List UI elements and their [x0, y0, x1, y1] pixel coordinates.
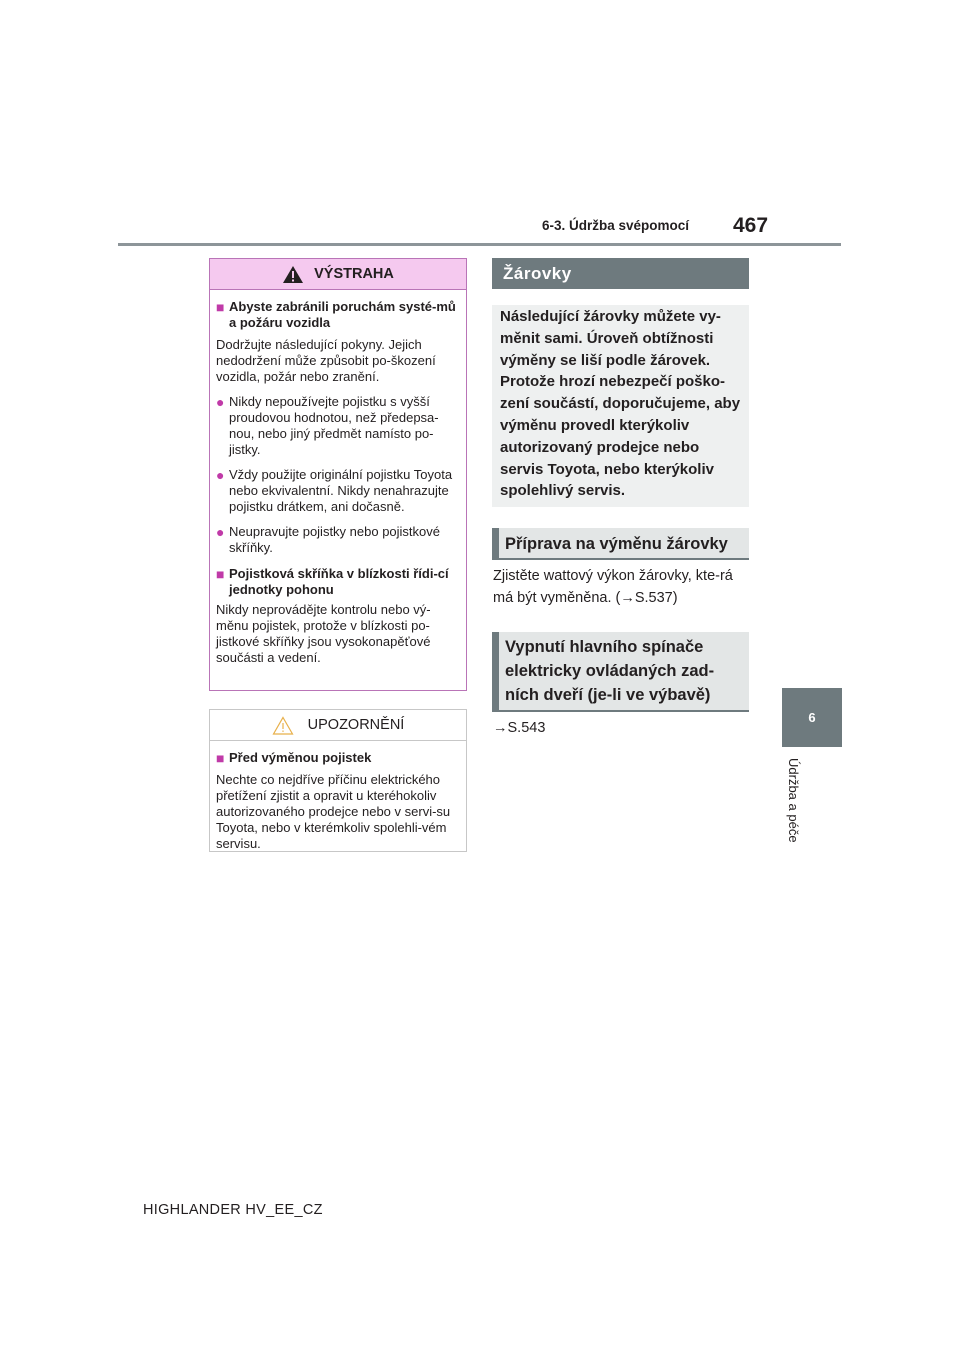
bulbs-intro: Následující žárovky můžete vy-měnit sami. Úroveň obtížnosti výměny se liší podle žárovek. Protože hrozí nebezpečí poško-zení součástí, doporučujeme, aby výměnu provedl kterýkoliv autorizovaný prodejce nebo servis Toyota, nebo kterýkoliv spolehlivý servis.	[492, 305, 749, 507]
round-bullet-icon: ●	[216, 524, 225, 540]
section-title-bulbs: Žárovky	[492, 258, 749, 289]
header-section-title: 6-3. Údržba svépomocí	[542, 218, 690, 233]
preparation-text: Zjistěte wattový výkon žárovky, kte-rá má být vyměněna. (→S.537)	[493, 568, 733, 606]
warning-box	[209, 258, 467, 691]
square-bullet-icon: ■	[216, 299, 225, 315]
list-item: ● Neupravujte pojistky nebo pojistkové skříňky.	[216, 524, 441, 555]
page-number: 467	[733, 214, 769, 237]
round-bullet-icon: ●	[216, 467, 225, 483]
warning-subheading: ■ Pojistková skříňka v blízkosti řídi-cí jednotky pohonu	[216, 566, 449, 597]
warning-subheading: ■ Abyste zabránili poruchám systé-mů a požáru vozidla	[216, 299, 456, 330]
caution-triangle-icon	[272, 716, 294, 735]
list-item: ● Nikdy nepoužívejte pojistku s vyšší proudovou hodnotou, než předepsa-nou, nebo jiný předmět namísto po-jistky.	[216, 394, 439, 457]
caution-title: UPOZORNĚNÍ	[307, 717, 405, 733]
warning-triangle-icon	[282, 265, 304, 284]
square-bullet-icon: ■	[216, 750, 225, 766]
subsection-title-preparation: Příprava na výměnu žárovky	[492, 528, 749, 560]
chapter-tab[interactable]	[782, 688, 842, 747]
caution-header	[210, 710, 466, 741]
power-door-switch-reference[interactable]: →S.543	[493, 720, 546, 736]
caution-subheading: ■ Před výměnou pojistek	[216, 750, 372, 766]
chapter-tab-number: 6	[808, 710, 816, 725]
warning-title: VÝSTRAHA	[314, 266, 394, 282]
chapter-tab-label: Údržba a péče	[786, 758, 801, 843]
round-bullet-icon: ●	[216, 394, 225, 410]
caution-box	[209, 709, 467, 852]
warning-paragraph: Nikdy neprovádějte kontrolu nebo vý-měnu pojistek, protože v blízkosti po-jistkové skříňky jsou vysokonapěťové součásti a vedení.	[216, 602, 431, 665]
square-bullet-icon: ■	[216, 566, 225, 582]
warning-paragraph: Dodržujte následující pokyny. Jejich nedodržení může způsobit po-škození vozidla, požár nebo zranění.	[216, 337, 436, 384]
warning-header	[210, 259, 466, 290]
list-item: ● Vždy použijte originální pojistku Toyota nebo ekvivalentní. Nikdy nenahrazujte pojistku drátkem, ani dočasně.	[216, 467, 453, 514]
header-divider	[118, 243, 841, 246]
footer-model-code: HIGHLANDER HV_EE_CZ	[143, 1202, 323, 1218]
caution-paragraph: Nechte co nejdříve příčinu elektrického přetížení zjistit a opravit u kteréhokoliv autorizovaného prodejce nebo v servi-su Toyota, nebo v kterémkoliv spolehli-vém servisu.	[216, 772, 451, 851]
subsection-title-power-door-switch: Vypnutí hlavního spínače elektricky ovládaných zad-ních dveří (je-li ve výbavě)	[492, 632, 749, 712]
